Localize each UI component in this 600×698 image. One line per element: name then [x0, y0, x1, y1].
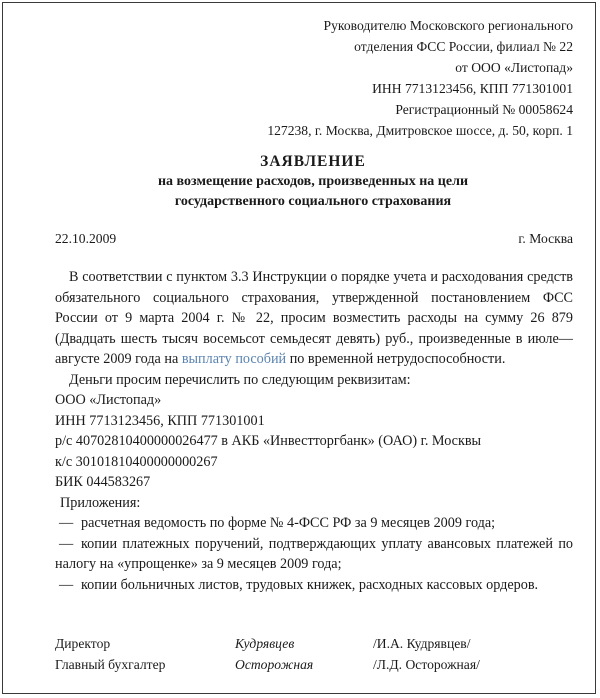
addressee-line: ИНН 7713123456, КПП 771301001 [372, 81, 573, 96]
addressee-line: от ООО «Листопад» [455, 60, 573, 75]
money-intro: Деньги просим перечислить по следующим реквизитам: [69, 371, 411, 388]
attachment-item [55, 513, 573, 534]
title-subtitle-1: на возмещение расходов, произведенных на цели [157, 174, 469, 189]
attachment-item [55, 534, 573, 575]
company-inn-kpp: ИНН 7713123456, КПП 771301001 [55, 412, 265, 429]
dash-mark: — [59, 535, 74, 552]
attachment-text: копии платежных поручений, подтверждающих уплату авансовых платежей по налогу на «упрощенке» за 9 месяцев 2009 года; [55, 535, 573, 572]
signature-row [55, 654, 573, 675]
document-city: г. Москва [518, 231, 573, 246]
addressee-line: отделения ФСС России, филиал № 22 [354, 39, 573, 54]
addressee-line: Руководителю Московского регионального [323, 18, 573, 33]
benefits-link[interactable]: выплату пособий [181, 351, 287, 367]
document-date: 22.10.2009 [55, 231, 117, 246]
attachments-heading: Приложения: [60, 494, 141, 511]
signer-signature: Кудрявцев [235, 636, 295, 651]
signatures-block [55, 633, 573, 675]
bank-bik: БИК 044583267 [55, 474, 151, 490]
dash-mark: — [59, 515, 74, 531]
signature-row [55, 633, 573, 654]
paragraph-text-end: по временной нетрудоспособности. [286, 351, 506, 367]
bank-account: р/с 40702810400000026477 в АКБ «Инвестторгбанк» (ОАО) г. Москвы [55, 433, 482, 449]
title-subtitle-2: государственного социального страхования [174, 194, 452, 209]
signer-name: /Л.Д. Осторожная/ [373, 657, 480, 672]
signer-signature: Осторожная [235, 657, 314, 672]
addressee-line: Регистрационный № 00058624 [395, 102, 573, 117]
signer-role: Директор [55, 636, 111, 651]
dash-mark: — [59, 576, 74, 593]
document-body [55, 267, 573, 595]
addressee-block [267, 15, 573, 141]
attachment-text: расчетная ведомость по форме № 4-ФСС РФ за 9 месяцев 2009 года; [81, 515, 496, 531]
attachment-item [55, 575, 573, 596]
title-main: ЗАЯВЛЕНИЕ [260, 153, 366, 170]
document-title [3, 151, 595, 212]
signer-role: Главный бухгалтер [55, 657, 166, 672]
company-name: ООО «Листопад» [55, 392, 162, 408]
paragraph-text: В соответствии с пунктом 3.3 Инструкции о порядке учета и расходования средств обязательного социального страхования, утвержденной постановлением ФСС России от 9 марта 2004 г. № 22, просим возместить расходы на сумму 26 879 (Двадцать шесть тысяч восемьсот семьдесят девять) руб., произведенные в июле—августе 2009 года на [55, 269, 573, 367]
main-paragraph [55, 267, 573, 370]
document-frame [2, 2, 596, 694]
signer-name: /И.А. Кудрявцев/ [373, 636, 471, 651]
correspondent-account: к/с 30101810400000000267 [55, 453, 218, 470]
attachment-text: копии больничных листов, трудовых книжек, расходных кассовых ордеров. [81, 576, 539, 593]
addressee-line: 127238, г. Москва, Дмитровское шоссе, д. 50, корп. 1 [267, 123, 573, 138]
